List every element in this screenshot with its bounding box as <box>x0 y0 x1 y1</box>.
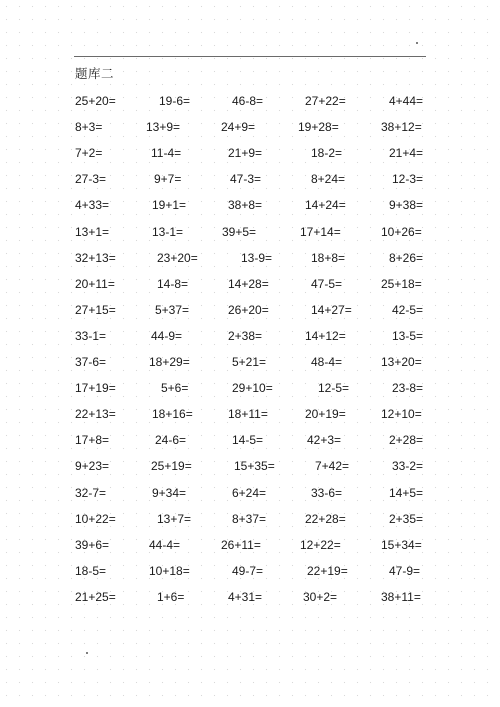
math-problem: 24+9= <box>221 120 256 135</box>
math-problem: 27-3= <box>75 172 107 187</box>
math-problem: 14-5= <box>232 433 264 448</box>
math-problem: 49-7= <box>232 563 264 578</box>
problem-row <box>0 512 500 532</box>
problem-row <box>0 459 500 479</box>
math-problem: 19-6= <box>159 94 191 108</box>
math-problem: 23-8= <box>392 381 424 396</box>
math-problem: 15+35= <box>234 459 275 474</box>
math-problem: 9+23= <box>75 459 110 474</box>
math-problem: 33-1= <box>75 328 107 343</box>
math-problem: 13+1= <box>75 224 110 239</box>
math-problem: 47-5= <box>311 276 343 291</box>
math-problem: 18+29= <box>149 355 190 369</box>
math-problem: 37-6= <box>75 355 107 369</box>
math-problem: 32-7= <box>75 485 107 500</box>
math-problem: 18-2= <box>311 146 343 161</box>
math-problem: 6+24= <box>232 485 267 500</box>
math-problem: 7+42= <box>315 459 350 474</box>
math-problem: 27+22= <box>305 94 346 108</box>
math-problem: 13-9= <box>241 250 273 265</box>
math-problem: 15+34= <box>381 537 422 552</box>
math-problem: 14+5= <box>389 485 424 500</box>
math-problem: 46-8= <box>232 94 264 108</box>
math-problem: 25+20= <box>75 94 116 108</box>
math-problem: 22+13= <box>75 407 116 422</box>
math-problem: 22+28= <box>305 511 346 526</box>
math-problem: 2+28= <box>389 433 424 448</box>
problem-row <box>0 433 500 453</box>
math-problem: 12-5= <box>318 381 350 396</box>
math-problem: 2+35= <box>389 511 424 526</box>
math-problem: 17+19= <box>75 381 116 396</box>
math-problem: 27+15= <box>75 302 116 317</box>
math-problem: 13-5= <box>392 328 424 343</box>
problem-row <box>0 146 500 166</box>
problem-row <box>0 120 500 140</box>
math-problem: 13-1= <box>152 224 184 239</box>
math-problem: 13+20= <box>381 355 422 369</box>
math-problem: 26+11= <box>221 537 261 552</box>
math-problem: 48-4= <box>311 355 343 369</box>
math-problem: 9+34= <box>152 485 187 500</box>
math-problem: 10+26= <box>381 224 422 239</box>
math-problem: 19+1= <box>152 198 187 213</box>
math-problem: 4+33= <box>75 198 110 213</box>
problem-row <box>0 564 500 584</box>
problem-row <box>0 381 500 401</box>
problem-row <box>0 172 500 192</box>
math-problem: 18+11= <box>228 407 268 422</box>
math-problem: 17+8= <box>75 433 110 448</box>
problem-row <box>0 407 500 427</box>
math-problem: 14+12= <box>305 328 346 343</box>
math-problem: 5+6= <box>161 381 189 396</box>
problem-row <box>0 94 500 114</box>
math-problem: 25+18= <box>381 276 422 291</box>
math-problem: 9+38= <box>389 198 424 213</box>
math-problem: 18-5= <box>75 563 107 578</box>
math-problem: 44-9= <box>151 328 183 343</box>
math-problem: 33-6= <box>311 485 343 500</box>
math-problem: 25+19= <box>151 459 192 474</box>
math-problem: 20+11= <box>75 276 115 291</box>
math-problem: 24-6= <box>155 433 187 448</box>
math-problem: 17+14= <box>300 224 341 239</box>
math-problem: 23+20= <box>157 250 198 265</box>
math-problem: 14+28= <box>228 276 269 291</box>
math-problem: 47-9= <box>389 563 421 578</box>
math-problem: 21+9= <box>228 146 263 161</box>
math-problem: 12+22= <box>300 537 341 552</box>
problem-row <box>0 329 500 349</box>
problem-row <box>0 198 500 218</box>
math-problem: 33-2= <box>392 459 424 474</box>
math-problem: 4+31= <box>228 589 263 604</box>
math-problem: 12+10= <box>381 407 422 422</box>
math-problem: 14-8= <box>157 276 189 291</box>
problem-row <box>0 251 500 271</box>
page-title: 题库二 <box>75 66 115 81</box>
math-problem: 12-3= <box>392 172 424 187</box>
problem-row <box>0 277 500 297</box>
math-problem: 20+19= <box>305 407 346 422</box>
math-problem: 2+38= <box>228 328 263 343</box>
math-problem: 8+24= <box>311 172 346 187</box>
math-problem: 47-3= <box>230 172 262 187</box>
math-problem: 14+27= <box>311 302 352 317</box>
math-problem: 5+21= <box>232 355 267 369</box>
math-problem: 7+2= <box>75 146 103 161</box>
math-problem: 5+37= <box>155 302 190 317</box>
math-problem: 8+26= <box>389 250 424 265</box>
math-problem: 32+13= <box>75 250 116 265</box>
math-problem: 9+7= <box>154 172 182 187</box>
math-problem: 8+37= <box>232 511 267 526</box>
math-problem: 39+6= <box>75 537 110 552</box>
problem-row <box>0 303 500 323</box>
math-problem: 29+10= <box>232 381 273 396</box>
math-problem: 8+3= <box>75 120 103 135</box>
math-problem: 44-4= <box>149 537 181 552</box>
problem-row <box>0 590 500 610</box>
math-problem: 38+8= <box>228 198 263 213</box>
math-problem: 10+18= <box>149 563 190 578</box>
math-problem: 22+19= <box>307 563 348 578</box>
math-problem: 21+25= <box>75 589 116 604</box>
math-problem: 21+4= <box>389 146 424 161</box>
math-problem: 11-4= <box>151 146 182 161</box>
math-problem: 39+5= <box>222 224 257 239</box>
math-problem: 26+20= <box>228 302 269 317</box>
math-problem: 38+11= <box>381 589 421 604</box>
problem-row <box>0 355 500 375</box>
problem-row <box>0 225 500 245</box>
problem-row <box>0 538 500 558</box>
math-problem: 38+12= <box>381 120 422 135</box>
math-problem: 13+7= <box>157 511 192 526</box>
math-problem: 18+16= <box>152 407 193 422</box>
math-problem: 18+8= <box>311 250 346 265</box>
problem-row <box>0 486 500 506</box>
math-problem: 14+24= <box>305 198 346 213</box>
math-problem: 30+2= <box>303 589 338 604</box>
math-problem: 19+28= <box>298 120 339 135</box>
math-problem: 42-5= <box>392 302 424 317</box>
math-problem: 4+44= <box>389 94 424 108</box>
math-problem: 1+6= <box>157 589 185 604</box>
math-problem: 13+9= <box>146 120 181 135</box>
math-problem: 10+22= <box>75 511 116 526</box>
math-problem: 42+3= <box>307 433 342 448</box>
